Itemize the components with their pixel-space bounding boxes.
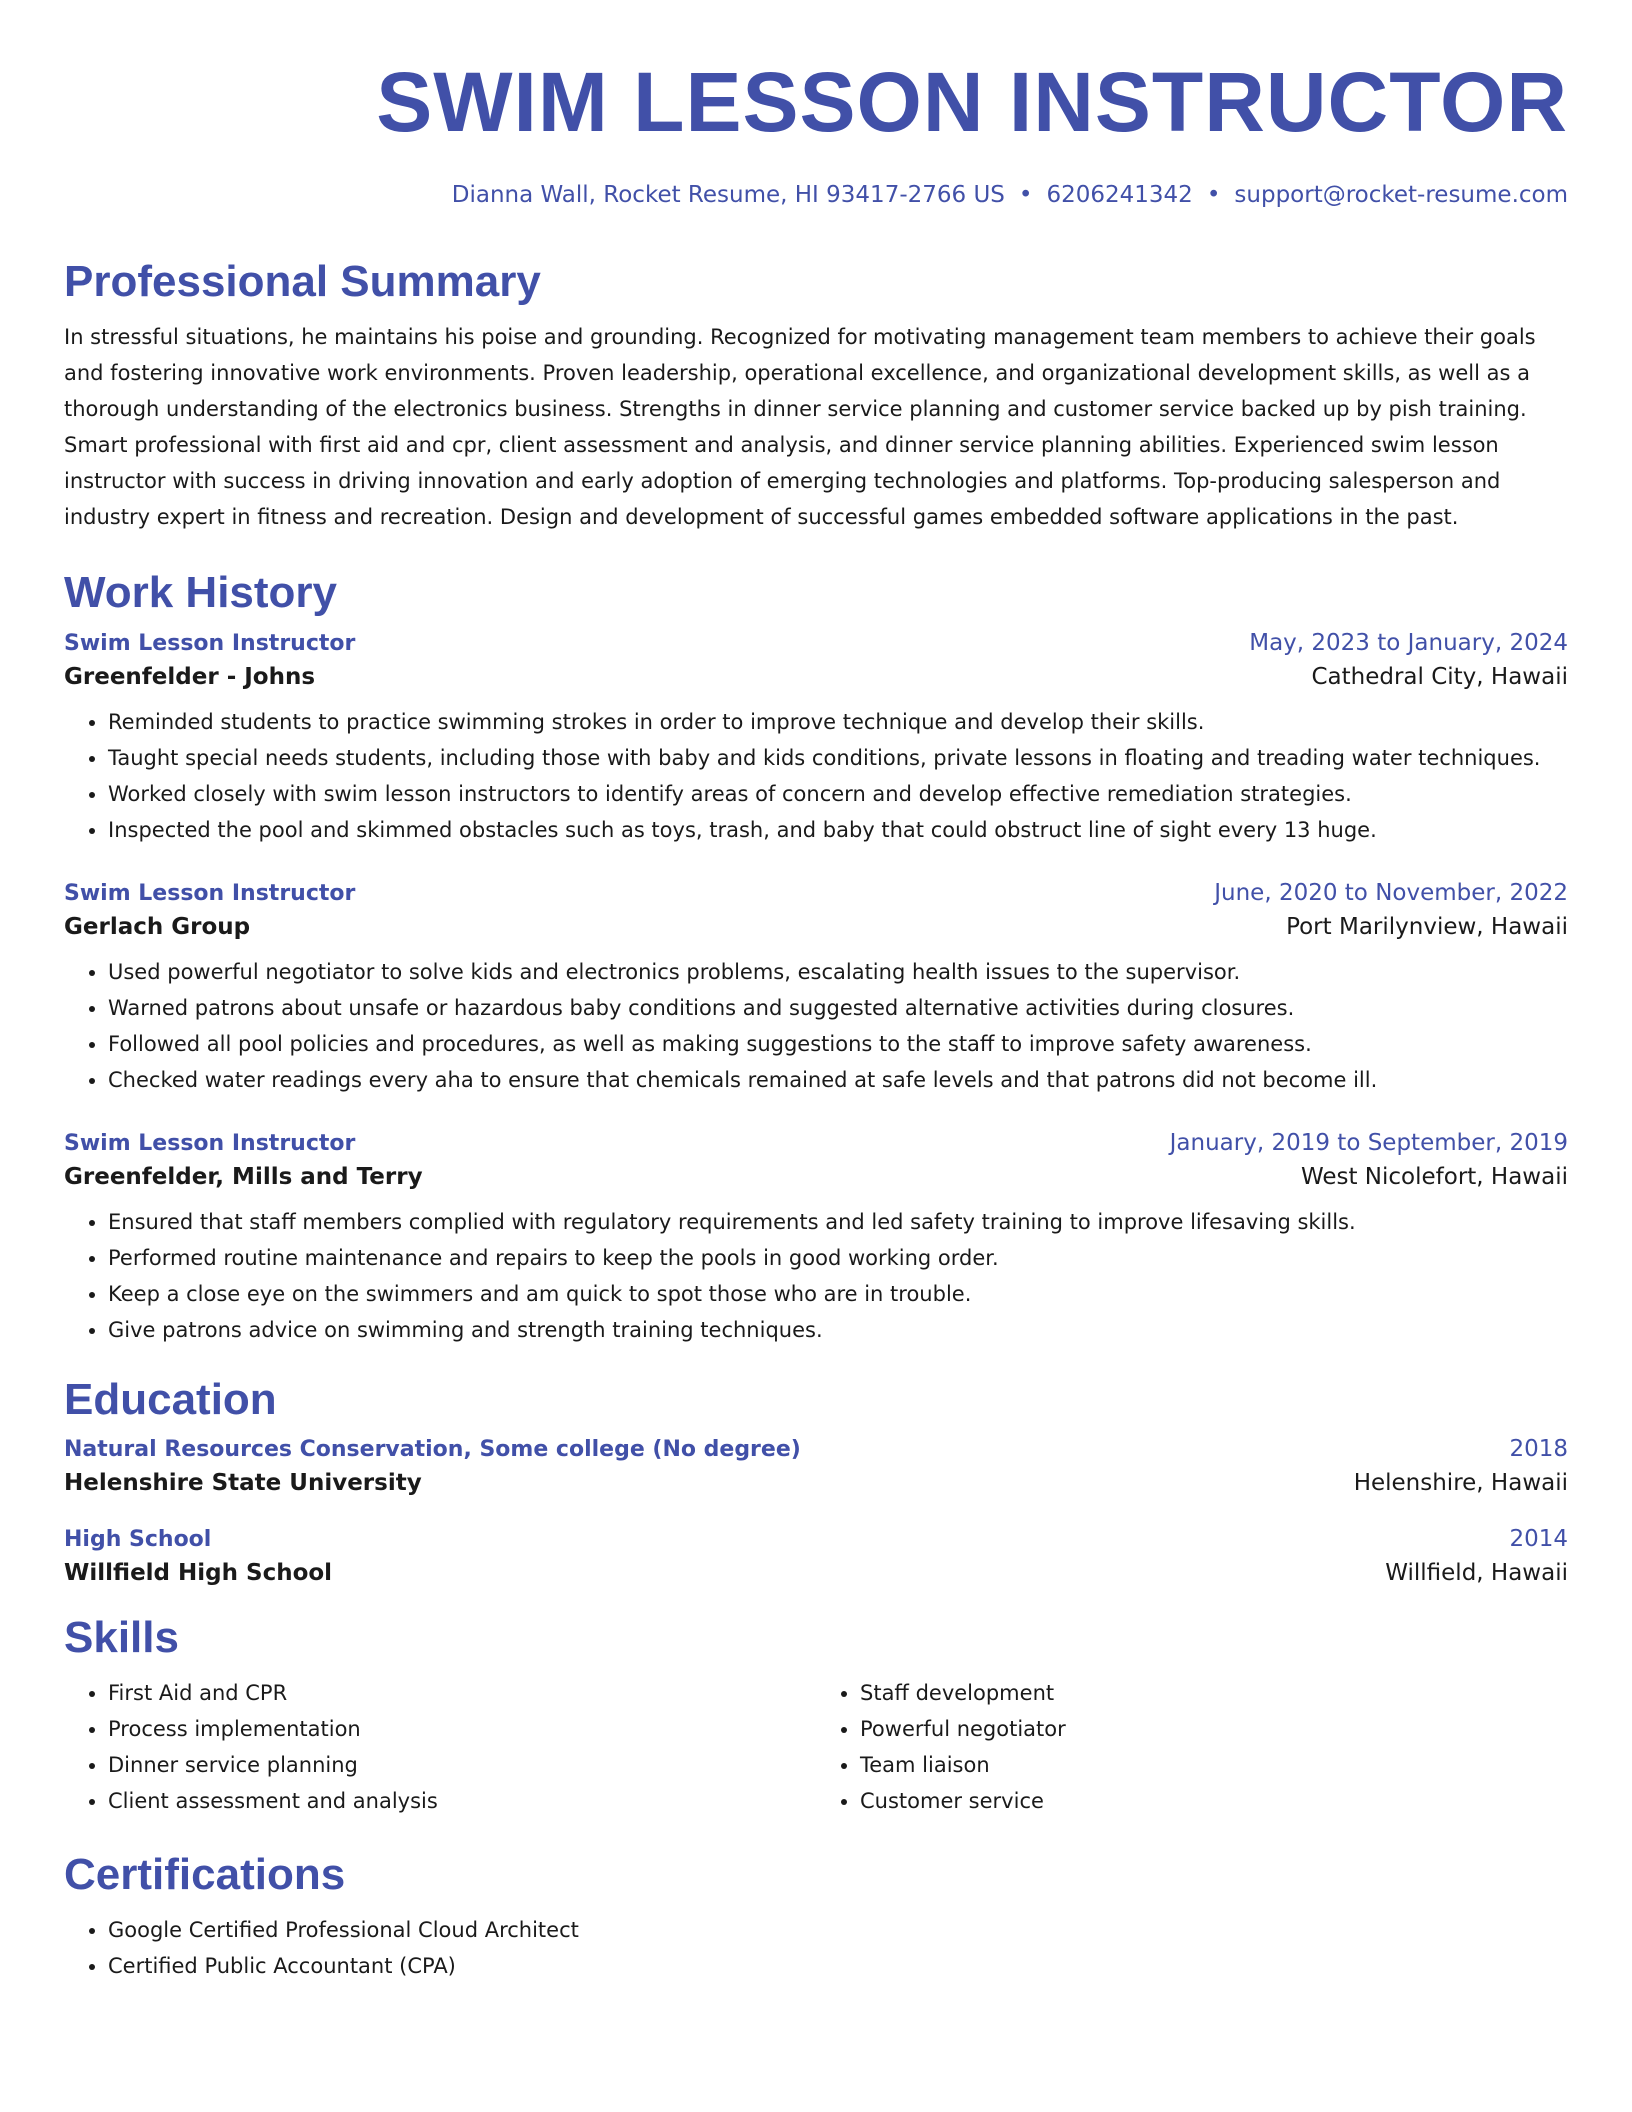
education-school: Willfield High School (64, 1560, 333, 1587)
list-item: • Keep a close eye on the swimmers and am quick to spot those who are in trouble. (108, 1276, 1568, 1312)
work-history-heading: Work History (64, 567, 338, 617)
list-item: • Performed routine maintenance and repairs to keep the pools in good working order. (108, 1240, 1568, 1276)
education-school-row (64, 1470, 1568, 1496)
certifications-list (64, 1912, 1568, 1984)
contact-phone: 6206241342 (1046, 182, 1193, 208)
job-dates: May, 2023 to January, 2024 (1249, 629, 1568, 656)
list-item: • Warned patrons about unsafe or hazardous baby conditions and suggested alternative activities during closures. (108, 990, 1568, 1026)
skill-item: • Customer service (860, 1783, 1568, 1819)
education-entry (64, 1526, 1568, 1586)
job-dates: January, 2019 to September, 2019 (1169, 1129, 1568, 1156)
job-title: Swim Lesson Instructor (64, 1130, 356, 1156)
list-item: • Checked water readings every aha to ensure that chemicals remained at safe levels and that patrons did not become ill. (108, 1062, 1568, 1098)
skill-item: • Dinner service planning (108, 1747, 816, 1783)
skills-column-right (816, 1675, 1568, 1819)
job-company-row (64, 1164, 1568, 1190)
education-location: Helenshire, Hawaii (1353, 1470, 1568, 1497)
job-location: West Nicolefort, Hawaii (1300, 1163, 1568, 1190)
contact-email[interactable]: support@rocket-resume.com (1234, 182, 1568, 208)
job-bullets (64, 704, 1568, 848)
contact-line (64, 182, 1568, 208)
list-item: • Used powerful negotiator to solve kids and electronics problems, escalating health issues to the supervisor. (108, 954, 1568, 990)
education-year: 2014 (1509, 1526, 1568, 1553)
education-school-row (64, 1560, 1568, 1586)
job-company-row (64, 664, 1568, 690)
contact-separator: • (1206, 182, 1221, 208)
skills-list (64, 1675, 1568, 1819)
education-heading: Education (64, 1374, 277, 1424)
list-item: • Give patrons advice on swimming and strength training techniques. (108, 1312, 1568, 1348)
skill-item: • Process implementation (108, 1711, 816, 1747)
education-school: Helenshire State University (64, 1470, 422, 1497)
summary-heading: Professional Summary (64, 257, 541, 306)
skill-item: • Staff development (860, 1675, 1568, 1711)
job-header-row (64, 880, 1568, 906)
job-bullets (64, 954, 1568, 1098)
list-item: • Ensured that staff members complied with regulatory requirements and led safety training to improve lifesaving skills. (108, 1204, 1568, 1240)
job-entry (64, 880, 1568, 1098)
job-company: Greenfelder, Mills and Terry (64, 1163, 423, 1190)
skill-item: • First Aid and CPR (108, 1675, 816, 1711)
education-year: 2018 (1509, 1436, 1568, 1463)
job-company: Greenfelder - Johns (64, 663, 316, 690)
job-bullets (64, 1204, 1568, 1348)
list-item: • Reminded students to practice swimming strokes in order to improve technique and develop their skills. (108, 704, 1568, 740)
contact-address: Dianna Wall, Rocket Resume, HI 93417-2766 US (451, 182, 1005, 208)
job-header-row (64, 630, 1568, 656)
skill-item: • Team liaison (860, 1747, 1568, 1783)
contact-separator: • (1018, 182, 1033, 208)
education-degree: High School (64, 1527, 212, 1553)
education-location: Willfield, Hawaii (1385, 1560, 1568, 1587)
skills-heading: Skills (64, 1613, 179, 1663)
education-degree: Natural Resources Conservation, Some college (No degree) (64, 1437, 801, 1463)
certification-item: • Google Certified Professional Cloud Architect (108, 1912, 1568, 1948)
job-title: Swim Lesson Instructor (64, 630, 356, 656)
certification-item: • Certified Public Accountant (CPA) (108, 1948, 1568, 1984)
job-entry (64, 630, 1568, 848)
job-entry (64, 1130, 1568, 1348)
job-company-row (64, 914, 1568, 940)
job-company: Gerlach Group (64, 913, 251, 940)
job-location: Port Marilynview, Hawaii (1286, 913, 1568, 940)
job-title: Swim Lesson Instructor (64, 880, 356, 906)
list-item: • Inspected the pool and skimmed obstacles such as toys, trash, and baby that could obstruct line of sight every 13 huge. (108, 812, 1568, 848)
education-entry (64, 1436, 1568, 1496)
summary-text: In stressful situations, he maintains his poise and grounding. Recognized for motivating management team members to achieve their goals and fostering innovative work environments. Proven leadership, operational excellence, and organizational development skills, as well as a thorough understanding of the electronics business. Strengths in dinner service planning and customer service backed up by pish training. Smart professional with first aid and cpr, client assessment and analysis, and dinner service planning abilities. Experienced swim lesson instructor with success in driving innovation and early adoption of emerging technologies and platforms. Top-producing salesperson and industry expert in fitness and recreation. Design and development of successful games embedded software applications in the past. (64, 324, 1536, 529)
education-header-row (64, 1436, 1568, 1462)
resume-title: SWIM LESSON INSTRUCTOR (376, 55, 1568, 149)
job-dates: June, 2020 to November, 2022 (1214, 879, 1568, 906)
list-item: • Worked closely with swim lesson instructors to identify areas of concern and develop effective remediation strategies. (108, 776, 1568, 812)
skill-item: • Powerful negotiator (860, 1711, 1568, 1747)
skills-column-left (64, 1675, 816, 1819)
job-header-row (64, 1130, 1568, 1156)
job-location: Cathedral City, Hawaii (1311, 663, 1568, 690)
list-item: • Followed all pool policies and procedures, as well as making suggestions to the staff to improve safety awareness. (108, 1026, 1568, 1062)
certifications-heading: Certifications (64, 1850, 346, 1900)
education-header-row (64, 1526, 1568, 1552)
list-item: • Taught special needs students, including those with baby and kids conditions, private lessons in floating and treading water techniques. (108, 740, 1568, 776)
skill-item: • Client assessment and analysis (108, 1783, 816, 1819)
